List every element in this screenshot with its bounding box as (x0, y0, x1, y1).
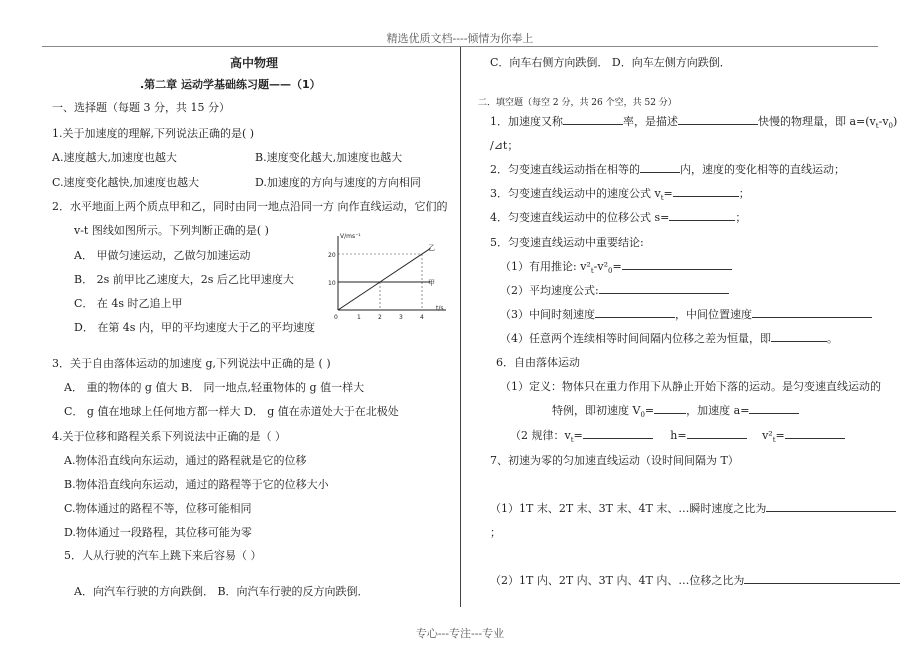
fill-5-r1: （1）有用推论: $v^2_t-v^2_0=$ (500, 258, 732, 275)
q4-option-c: C.物体通过的路程不等，位移可能相同 (64, 502, 252, 515)
q4-option-b: B.物体沿直线向东运动，通过的路程等于它的位移大小 (64, 478, 329, 491)
blank-5-3b[interactable] (752, 307, 872, 318)
y-tick-10: 10 (328, 280, 336, 287)
fill-5-r3: （3）中间时刻速度 ，中间位置速度 (500, 306, 872, 322)
q1-option-d: D.加速度的方向与速度的方向相同 (255, 176, 421, 189)
q2-stem-line1: 2．水平地面上两个质点甲和乙，同时由同一地点沿同一方 向作直线运动，它们的 (52, 200, 448, 213)
blank-7-2[interactable] (744, 573, 900, 584)
blank-1a[interactable] (563, 114, 623, 125)
fill-6-title: 6．自由落体运动 (496, 356, 580, 369)
q5-options-cd: C．向车右侧方向跌倒． D．向车左侧方向跌倒． (490, 56, 731, 69)
q1-option-b: B.速度变化越大,加速度也越大 (255, 151, 403, 164)
blank-5-2[interactable] (599, 283, 729, 294)
fill-6-def2: 特例，即初速度 $V_0=$ ，加速度 a= (552, 402, 799, 419)
blank-5-1[interactable] (622, 259, 732, 270)
fill-1: 1．加速度又称 率，是描述 快慢的物理量，即 $a=(v_t-v_0)$ (490, 115, 898, 131)
blank-5-3a[interactable] (595, 307, 675, 318)
q4-option-a: A.物体沿直线向东运动，通过的路程就是它的位移 (64, 454, 307, 467)
q2-stem-line2: v-t 图线如图所示。下列判断正确的是( ) (74, 224, 269, 237)
fill-7-r1: （1）1T 末、2T 末、3T 末、4T 末、…瞬时速度之比为 (490, 500, 896, 516)
blank-7-1[interactable] (766, 501, 896, 512)
page-header: 精选优质文档----倾情为你奉上 (386, 32, 534, 45)
page-footer: 专心---专注---专业 (415, 627, 505, 640)
q1-stem: 1.关于加速度的理解,下列说法正确的是( ) (52, 127, 255, 140)
q1-option-a: A.速度越大,加速度也越大 (52, 151, 177, 164)
fill-6-law: （2 规律：$v_t= h= v^2_t=$ (510, 427, 845, 444)
fill-4: 4．匀变速直线运动中的位移公式 s= ； (490, 211, 747, 224)
blank-4[interactable] (669, 210, 735, 221)
blank-6-vt[interactable] (583, 428, 653, 439)
fill-7-r2: （2）1T 内、2T 内、3T 内、4T 内、…位移之比为 (490, 572, 900, 588)
x-tick-2: 2 (378, 314, 382, 321)
q1-option-c: C.速度变化越快,加速度也越大 (52, 176, 200, 189)
fill-5-title: 5．匀变速直线运动中重要结论: (490, 236, 644, 249)
section1-heading: 一、选择题（每题 3 分，共 15 分） (52, 101, 230, 114)
fill-5-r2: （2）平均速度公式: (500, 282, 729, 298)
x-tick-0: 0 (334, 314, 338, 321)
q3-options-cd: C． g 值在地球上任何地方都一样大 D． g 值在赤道处大于在北极处 (64, 405, 399, 418)
q4-option-d: D.物体通过一段路程，其位移可能为零 (64, 526, 252, 539)
fill-7-title: 7、初速为零的匀加速直线运动（设时间间隔为 T） (490, 454, 739, 467)
blank-5-4[interactable] (771, 331, 827, 342)
doc-title: 高中物理 (230, 56, 279, 70)
x-tick-3: 3 (399, 314, 403, 321)
section2-heading: 二．填空题（每空 2 分，共 26 个空，共 52 分） (478, 98, 677, 108)
fill-6-def1: （1）定义：物体只在重力作用下从静止开始下落的运动。是匀变速直线运动的 (500, 380, 881, 393)
blank-6-a[interactable] (749, 403, 799, 414)
fill-7-r1-end: ； (490, 526, 501, 539)
q2-option-a: A． 甲做匀速运动，乙做匀加速运动 (74, 249, 251, 262)
fill-2: 2．匀变速直线运动指在相等的 内，速度的变化相等的直线运动； (490, 163, 845, 176)
fill-5-r4: （4）任意两个连续相等时间间隔内位移之差为恒量，即 。 (500, 332, 838, 345)
fill-1-cont: /⊿t； (490, 139, 519, 152)
q3-options-ab: A． 重的物体的 g 值大 B． 同一地点,轻重物体的 g 值一样大 (64, 381, 365, 394)
blank-6-vt2[interactable] (785, 428, 845, 439)
series-line-yi (338, 248, 430, 310)
x-tick-4: 4 (420, 314, 424, 321)
x-axis-label: t/s (436, 305, 444, 312)
q5-options-ab: A．向汽车行驶的方向跌倒． B．向汽车行驶的反方向跌倒． (74, 585, 369, 598)
q2-option-b: B． 2s 前甲比乙速度大，2s 后乙比甲速度大 (74, 273, 294, 286)
blank-6-v0[interactable] (654, 403, 686, 414)
blank-6-h[interactable] (687, 428, 747, 439)
y-tick-20: 20 (328, 252, 336, 259)
blank-2[interactable] (640, 162, 680, 173)
x-tick-1: 1 (357, 314, 361, 321)
q5-stem: 5．人从行驶的汽车上跳下来后容易（ ） (64, 549, 262, 562)
series-label-yi: 乙 (428, 244, 435, 252)
y-axis-label: V/ms⁻¹ (340, 233, 361, 240)
q3-stem: 3．关于自由落体运动的加速度 g,下列说法中正确的是 ( ) (52, 357, 331, 370)
chapter-title: .第二章 运动学基础练习题——（1） (140, 78, 321, 91)
blank-1b[interactable] (678, 114, 758, 125)
blank-3[interactable] (673, 186, 739, 197)
q2-option-d: D． 在第 4s 内，甲的平均速度大于乙的平均速度 (74, 321, 315, 334)
vt-graph (318, 228, 458, 328)
q4-stem: 4.关于位移和路程关系下列说法中正确的是（ ） (52, 430, 286, 443)
column-divider (460, 47, 461, 607)
fill-3: 3．匀变速直线运动中的速度公式 $v_t=$ ； (490, 187, 750, 203)
series-label-jia: 甲 (428, 279, 435, 287)
q2-option-c: C． 在 4s 时乙追上甲 (74, 297, 183, 310)
